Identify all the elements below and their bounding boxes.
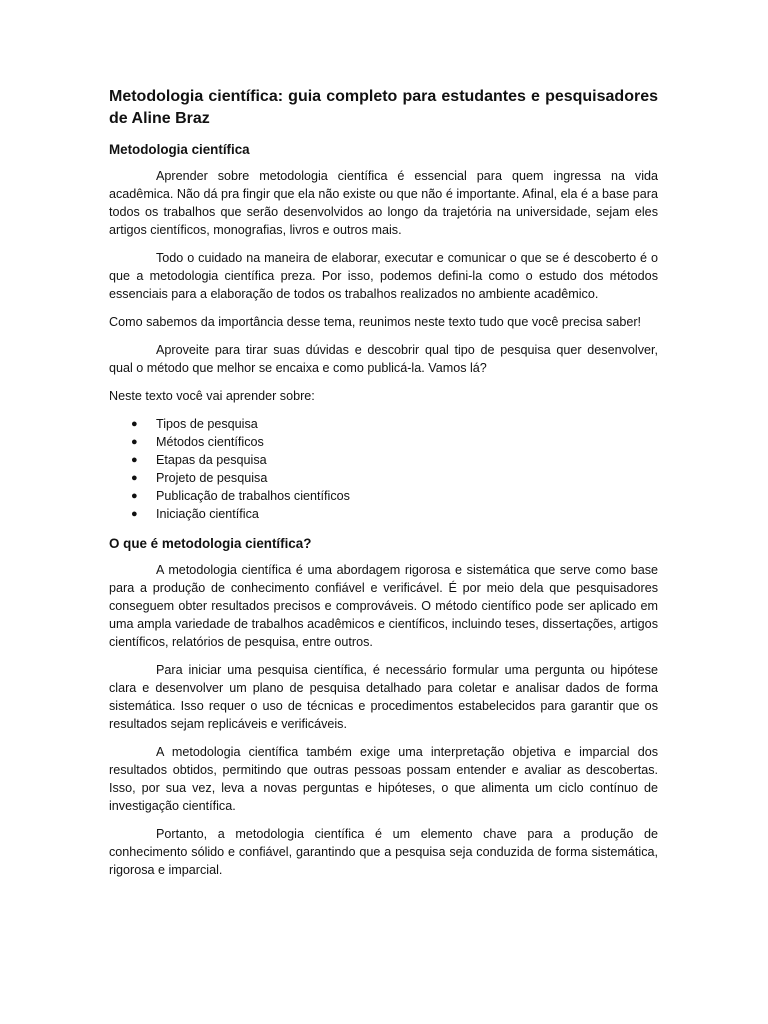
body-paragraph-2: Para iniciar uma pesquisa científica, é necessário formular uma pergunta ou hipótese clara e desenvolver um plano de pesquisa detalhado para coletar e analisar dados de forma sistemática. Isso requer o uso de técnicas e procedimentos estabelecidos para garantir que os resultados sejam replicáveis e verificáveis. xyxy=(109,663,658,731)
bullet-icon: ● xyxy=(131,472,138,484)
body-paragraph-3: A metodologia científica também exige uma interpretação objetiva e imparcial dos resultados obtidos, permitindo que outras pessoas possam entender e avaliar as descobertas. Isso, por sua vez, leva a novas perguntas e hipóteses, o que alimenta um ciclo contínuo de investigação científica. xyxy=(109,745,658,813)
list-item-label: Métodos científicos xyxy=(156,435,264,449)
list-item xyxy=(109,487,658,505)
section-heading-o-que-e: O que é metodologia científica? xyxy=(109,536,312,551)
intro-paragraph-4: Aproveite para tirar suas dúvidas e descobrir qual tipo de pesquisa quer desenvolver, qual o método que melhor se encaixa e como publicá-la. Vamos lá? xyxy=(109,343,658,375)
list-item-label: Etapas da pesquisa xyxy=(156,453,267,467)
bullet-icon: ● xyxy=(131,454,138,466)
bullet-icon: ● xyxy=(131,418,138,430)
list-item-label: Iniciação científica xyxy=(156,507,259,521)
document-page xyxy=(109,86,658,889)
topics-list xyxy=(109,415,658,523)
topics-intro: Neste texto você vai aprender sobre: xyxy=(109,389,315,403)
list-item xyxy=(109,505,658,523)
list-item-label: Tipos de pesquisa xyxy=(156,417,258,431)
list-item xyxy=(109,415,658,433)
intro-paragraph-2: Todo o cuidado na maneira de elaborar, executar e comunicar o que se é descoberto é o que a metodologia científica preza. Por isso, podemos defini-la como o estudo dos métodos essenciais para a elaboração de todos os trabalhos realizados no ambiente acadêmico. xyxy=(109,251,658,301)
list-item xyxy=(109,451,658,469)
list-item-label: Publicação de trabalhos científicos xyxy=(156,489,350,503)
body-paragraph-1: A metodologia científica é uma abordagem rigorosa e sistemática que serve como base para a produção de conhecimento confiável e verificável. É por meio dela que pesquisadores conseguem obter resultados precisos e comprováveis. O método científico pode ser aplicado em uma ampla variedade de trabalhos acadêmicos e científicos, incluindo teses, dissertações, artigos científicos, relatórios de pesquisa, entre outros. xyxy=(109,563,658,649)
intro-paragraph-3: Como sabemos da importância desse tema, reunimos neste texto tudo que você precisa saber! xyxy=(109,315,642,329)
list-item-label: Projeto de pesquisa xyxy=(156,471,268,485)
bullet-icon: ● xyxy=(131,490,138,502)
document-title: Metodologia científica: guia completo para estudantes e pesquisadores de Aline Braz xyxy=(109,88,658,127)
section-heading-metodologia: Metodologia científica xyxy=(109,142,250,157)
intro-paragraph-1: Aprender sobre metodologia científica é essencial para quem ingressa na vida acadêmica. Não dá pra fingir que ela não existe ou que não é importante. Afinal, ela é a base para todos os trabalhos que serão desenvolvidos ao longo da trajetória na universidade, sejam eles artigos científicos, monografias, livros e outros mais. xyxy=(109,169,658,237)
list-item xyxy=(109,469,658,487)
body-paragraph-4: Portanto, a metodologia científica é um elemento chave para a produção de conhecimento sólido e confiável, garantindo que a pesquisa seja conduzida de forma sistemática, rigorosa e imparcial. xyxy=(109,827,658,877)
bullet-icon: ● xyxy=(131,436,138,448)
bullet-icon: ● xyxy=(131,508,138,520)
list-item xyxy=(109,433,658,451)
